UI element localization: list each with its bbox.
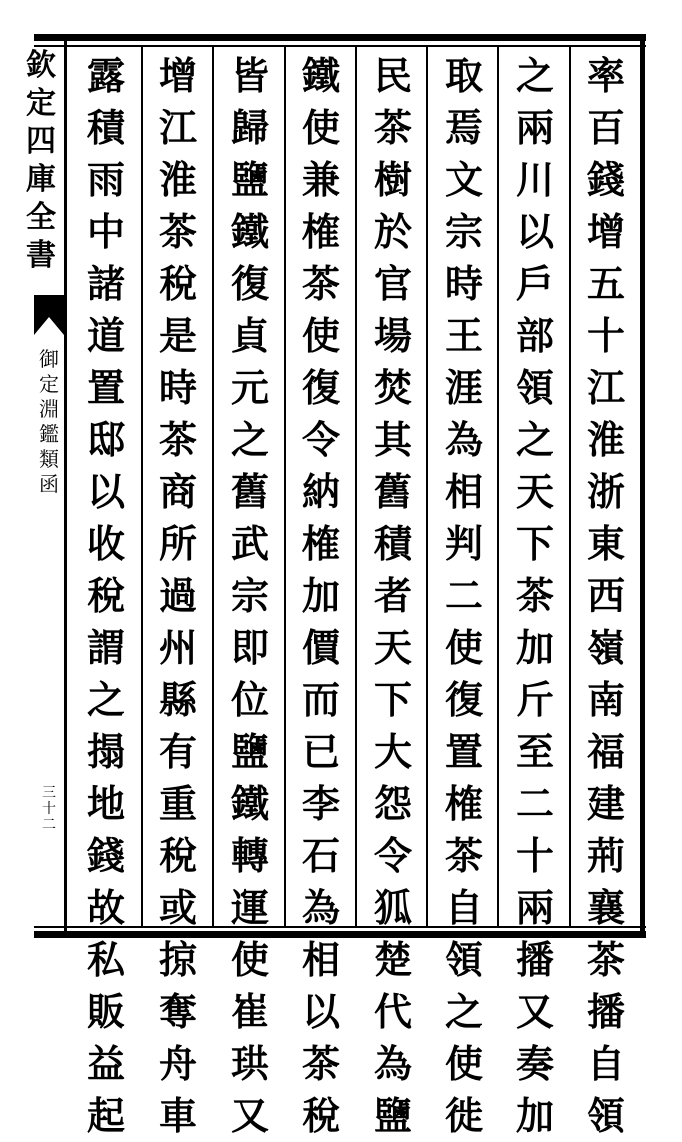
column-character: 相	[444, 469, 483, 514]
column-character: 位	[230, 677, 269, 722]
text-column-2	[503, 50, 567, 1142]
column-character: 茶	[301, 1041, 340, 1086]
column-character: 南	[586, 677, 625, 722]
column-character: 令	[301, 417, 340, 462]
column-character: 焉	[444, 105, 483, 150]
column-character: 使	[301, 313, 340, 358]
column-character: 運	[230, 885, 269, 930]
column-character: 販	[86, 989, 125, 1034]
column-separator	[141, 47, 143, 927]
column-character: 置	[86, 365, 125, 410]
column-character: 天	[515, 469, 554, 514]
column-character: 取	[444, 53, 483, 98]
column-character: 中	[86, 209, 125, 254]
column-character: 車	[158, 1093, 197, 1138]
column-character: 淮	[586, 417, 625, 462]
column-character: 自	[586, 1041, 625, 1086]
spine-title-character: 全	[26, 200, 56, 235]
spine-title-character: 定	[26, 86, 56, 121]
spine-divider-rule	[64, 41, 67, 931]
column-character: 商	[158, 469, 197, 514]
column-character: 五	[586, 261, 625, 306]
column-character: 石	[301, 833, 340, 878]
column-character: 鹽	[230, 157, 269, 202]
column-character: 二	[444, 573, 483, 618]
spine-title-character: 庫	[26, 162, 56, 197]
column-character: 為	[301, 885, 340, 930]
column-character: 起	[86, 1093, 125, 1138]
column-character: 淮	[158, 157, 197, 202]
column-character: 已	[301, 729, 340, 774]
column-character: 至	[515, 729, 554, 774]
column-character: 稅	[158, 833, 197, 878]
fishtail-ornament-icon	[34, 295, 64, 335]
column-character: 增	[586, 209, 625, 254]
column-character: 或	[158, 885, 197, 930]
column-character: 判	[444, 521, 483, 566]
column-character: 鐵	[301, 53, 340, 98]
column-character: 播	[586, 989, 625, 1034]
book-spine-margin	[26, 47, 64, 927]
column-character: 百	[586, 105, 625, 150]
column-character: 價	[301, 625, 340, 670]
column-character: 鐵	[230, 781, 269, 826]
column-character: 積	[373, 521, 412, 566]
column-character: 即	[230, 625, 269, 670]
column-character: 使	[444, 625, 483, 670]
spine-subtitle-character: 淵	[39, 397, 59, 421]
column-character: 榷	[444, 781, 483, 826]
spine-subtitle-character: 鑑	[39, 422, 59, 446]
page-number	[36, 785, 62, 833]
column-character: 江	[586, 365, 625, 410]
column-character: 代	[373, 989, 412, 1034]
column-character: 謂	[86, 625, 125, 670]
column-character: 縣	[158, 677, 197, 722]
page-number-character: 二	[42, 817, 56, 833]
column-character: 斤	[515, 677, 554, 722]
column-character: 宗	[444, 209, 483, 254]
column-character: 崔	[230, 989, 269, 1034]
column-character: 場	[373, 313, 412, 358]
column-character: 自	[444, 885, 483, 930]
column-character: 加	[301, 573, 340, 618]
column-character: 有	[158, 729, 197, 774]
column-character: 奏	[515, 1041, 554, 1086]
column-character: 過	[158, 573, 197, 618]
column-separator	[355, 47, 357, 927]
column-character: 王	[444, 313, 483, 358]
column-character: 時	[158, 365, 197, 410]
column-character: 東	[586, 521, 625, 566]
column-character: 舟	[158, 1041, 197, 1086]
spine-book-title	[26, 47, 64, 287]
column-character: 又	[515, 989, 554, 1034]
column-character: 使	[444, 1041, 483, 1086]
column-character: 榷	[301, 521, 340, 566]
column-character: 鐵	[230, 209, 269, 254]
column-character: 以	[86, 469, 125, 514]
column-character: 私	[86, 937, 125, 982]
column-character: 轉	[230, 833, 269, 878]
column-character: 皆	[230, 53, 269, 98]
column-character: 貞	[230, 313, 269, 358]
column-character: 錢	[86, 833, 125, 878]
column-character: 令	[373, 833, 412, 878]
column-character: 嶺	[586, 625, 625, 670]
spine-title-character: 四	[26, 124, 56, 159]
column-character: 天	[373, 625, 412, 670]
spine-subtitle-character: 御	[39, 347, 59, 371]
column-character: 茶	[158, 209, 197, 254]
spine-title-character: 欽	[26, 48, 56, 83]
column-character: 十	[586, 313, 625, 358]
column-character: 下	[515, 521, 554, 566]
column-character: 使	[230, 937, 269, 982]
column-character: 相	[301, 937, 340, 982]
column-character: 州	[158, 625, 197, 670]
column-character: 為	[444, 417, 483, 462]
column-character: 諸	[86, 261, 125, 306]
column-character: 民	[373, 53, 412, 98]
column-character: 益	[86, 1041, 125, 1086]
column-character: 部	[515, 313, 554, 358]
column-character: 故	[86, 885, 125, 930]
column-character: 時	[444, 261, 483, 306]
column-character: 復	[444, 677, 483, 722]
column-character: 怨	[373, 781, 412, 826]
column-character: 下	[373, 677, 412, 722]
column-separator	[497, 47, 499, 927]
column-character: 其	[373, 417, 412, 462]
column-character: 者	[373, 573, 412, 618]
column-character: 川	[515, 157, 554, 202]
column-character: 十	[515, 833, 554, 878]
column-character: 兩	[515, 105, 554, 150]
spine-subtitle	[36, 347, 62, 497]
column-character: 之	[515, 53, 554, 98]
spine-subtitle-character: 函	[39, 472, 59, 496]
column-character: 掠	[158, 937, 197, 982]
column-character: 雨	[86, 157, 125, 202]
column-character: 西	[586, 573, 625, 618]
column-character: 焚	[373, 365, 412, 410]
column-character: 邸	[86, 417, 125, 462]
column-character: 浙	[586, 469, 625, 514]
column-character: 復	[301, 365, 340, 410]
column-character: 露	[86, 53, 125, 98]
column-character: 襄	[586, 885, 625, 930]
column-character: 積	[86, 105, 125, 150]
column-character: 又	[230, 1093, 269, 1138]
text-column-6	[218, 50, 282, 1142]
column-character: 武	[230, 521, 269, 566]
text-column-4	[361, 50, 425, 1142]
column-character: 鹽	[230, 729, 269, 774]
column-separator	[212, 47, 214, 927]
text-column-8	[74, 50, 138, 1142]
column-character: 納	[301, 469, 340, 514]
column-character: 重	[158, 781, 197, 826]
column-character: 以	[301, 989, 340, 1034]
column-character: 樹	[373, 157, 412, 202]
column-character: 江	[158, 105, 197, 150]
column-character: 領	[515, 365, 554, 410]
column-character: 鹽	[373, 1093, 412, 1138]
column-character: 為	[373, 1041, 412, 1086]
column-character: 稅	[301, 1093, 340, 1138]
frame-top-thick-rule	[34, 34, 646, 41]
column-character: 使	[301, 105, 340, 150]
column-character: 播	[515, 937, 554, 982]
column-character: 戶	[515, 261, 554, 306]
column-separator	[284, 47, 286, 927]
column-character: 加	[515, 1093, 554, 1138]
column-character: 稅	[158, 261, 197, 306]
column-character: 茶	[515, 573, 554, 618]
column-character: 收	[86, 521, 125, 566]
column-character: 茶	[586, 937, 625, 982]
column-character: 荊	[586, 833, 625, 878]
column-character: 茶	[301, 261, 340, 306]
column-character: 之	[86, 677, 125, 722]
frame-right-rule	[640, 34, 645, 938]
column-character: 兼	[301, 157, 340, 202]
column-character: 徙	[444, 1093, 483, 1138]
column-character: 以	[515, 209, 554, 254]
column-character: 所	[158, 521, 197, 566]
text-column-5	[289, 50, 353, 1142]
column-character: 福	[586, 729, 625, 774]
column-character: 官	[373, 261, 412, 306]
column-character: 是	[158, 313, 197, 358]
column-character: 宗	[230, 573, 269, 618]
spine-subtitle-character: 類	[39, 447, 59, 471]
column-character: 率	[586, 53, 625, 98]
column-character: 置	[444, 729, 483, 774]
column-character: 搨	[86, 729, 125, 774]
column-character: 復	[230, 261, 269, 306]
column-character: 錢	[586, 157, 625, 202]
column-character: 稅	[86, 573, 125, 618]
text-column-3	[432, 50, 496, 1142]
column-character: 之	[444, 989, 483, 1034]
column-character: 狐	[373, 885, 412, 930]
frame-top-thin-rule	[34, 45, 646, 47]
text-column-7	[146, 50, 210, 1142]
column-character: 茶	[373, 105, 412, 150]
column-character: 榷	[301, 209, 340, 254]
page-number-character: 三	[42, 785, 56, 801]
column-character: 建	[586, 781, 625, 826]
column-character: 楚	[373, 937, 412, 982]
column-character: 地	[86, 781, 125, 826]
column-separator	[569, 47, 571, 927]
column-character: 舊	[230, 469, 269, 514]
column-character: 之	[230, 417, 269, 462]
column-character: 領	[444, 937, 483, 982]
column-character: 而	[301, 677, 340, 722]
column-character: 李	[301, 781, 340, 826]
column-character: 涯	[444, 365, 483, 410]
page-number-character: 十	[42, 801, 56, 817]
column-separator	[426, 47, 428, 927]
column-character: 奪	[158, 989, 197, 1034]
column-character: 舊	[373, 469, 412, 514]
column-character: 元	[230, 365, 269, 410]
column-character: 歸	[230, 105, 269, 150]
column-character: 文	[444, 157, 483, 202]
column-character: 道	[86, 313, 125, 358]
spine-subtitle-character: 定	[39, 372, 59, 396]
column-character: 加	[515, 625, 554, 670]
column-character: 之	[515, 417, 554, 462]
text-column-1	[574, 50, 638, 1142]
column-character: 二	[515, 781, 554, 826]
column-character: 大	[373, 729, 412, 774]
column-character: 珙	[230, 1041, 269, 1086]
column-character: 兩	[515, 885, 554, 930]
column-character: 茶	[444, 833, 483, 878]
column-character: 增	[158, 53, 197, 98]
column-character: 茶	[158, 417, 197, 462]
column-character: 於	[373, 209, 412, 254]
spine-title-character: 書	[26, 238, 56, 273]
column-character: 領	[586, 1093, 625, 1138]
